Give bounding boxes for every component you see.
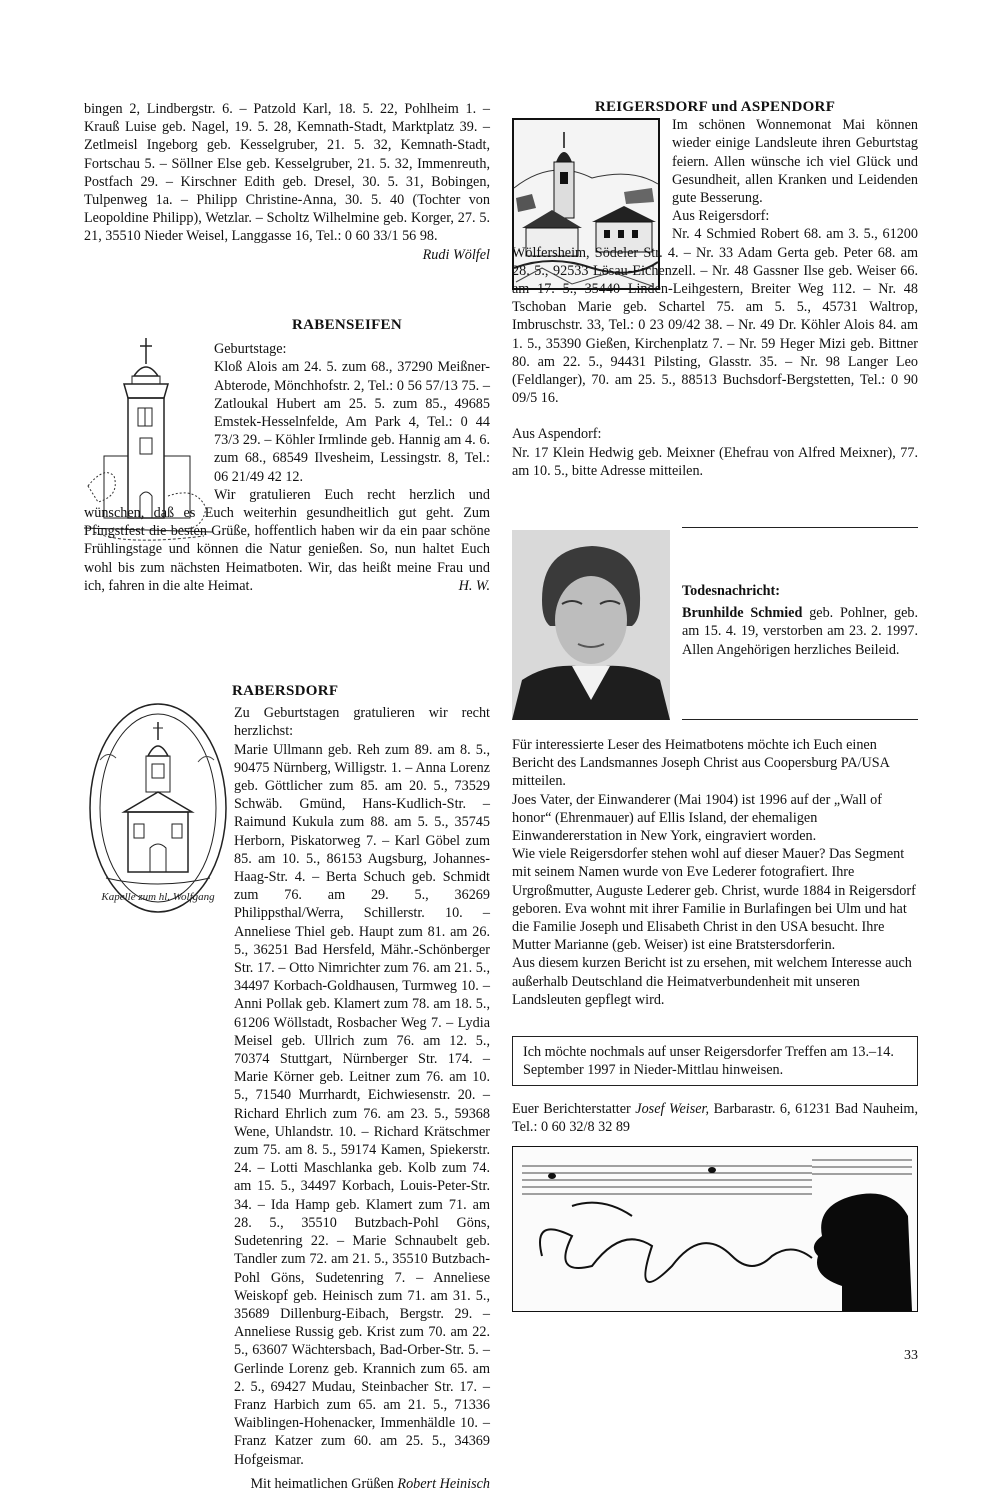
rabersdorf-section xyxy=(84,682,490,1493)
music-signature-silhouette-image xyxy=(512,1146,918,1312)
obituary-text: geb. Pohlner, geb. am 15. 4. 19, verstorben am 23. 2. 1997. Allen Angehörigen herzliches Beileid. xyxy=(682,605,919,658)
from-aspendorf-label: Aus Aspendorf: xyxy=(512,426,602,443)
from-reigersdorf-label: Aus Reigersdorf: xyxy=(672,208,770,225)
obituary-heading: Todesnachricht: xyxy=(682,583,781,599)
signature-hw: H. W. xyxy=(458,577,490,594)
reigersdorf-intro: Im schönen Wonnemonat Mai können wieder einige Landsleute ihren Geburtstag feiern. Allen wünsche ich viel Glück und Gesundheit, allen Kranken und Leidenden gute Besserung. xyxy=(672,117,918,207)
divider-top xyxy=(682,527,918,528)
rabenseifen-intro: Geburtstage: xyxy=(214,341,287,358)
left-top-text: bingen 2, Lindbergstr. 6. – Patzold Karl, 18. 5. 22, Pohlheim 1. – Krauß Luise geb. Nagel, 19. 5. 28, Kemnath-Stadt, Marktplatz 39. – Zetlmeisl Ingeborg geb. Kesselgruber, 21. 5. 32, Kemnath-Stadt, Fortschau 5. – Söllner Else geb. Kesselgruber, 21. 5. 32, Immenreuth, Postfach 29. – Kirschner Edith geb. Dresel, 30. 5. 31, Bobingen, Tulpenweg 1a. – Philipp Christine-Anna, 30. 5. 40 (Tochter von Leopoldine Philipp), Wetzlar. – Scholtz Wilhelmine geb. Korger, 27. 5. 21, 35510 Nieder Weisel, Langgasse 16, Tel.: 0 60 33/1 56 98. xyxy=(84,101,490,245)
signature-rudi-woelfel: Rudi Wölfel xyxy=(422,246,490,263)
reigersdorf-birthdays: Nr. 4 Schmied Robert 68. am 3. 5., 61200 Wölfersheim, Södeler Str. 4. – Nr. 33 Adam Gerta geb. Peter 68. am 28. 5., 92533 Lösau-Eichenzell. – Nr. 48 Gassner Ilse geb. Weiser 66. am 17. 5., 35440 Linden-Leihgestern, Breiter Weg 112. – Nr. 48 Tschoban Marie geb. Schartel 75. am 5. 5., 45731 Waltrop, Imbruschstr. 33, Tel.: 0 23 09/42 38. – Nr. 49 Dr. Köhler Alois 84. am 1. 5., 35390 Gießen, Kirchenplatz 7. – Nr. 59 Heger Mizi geb. Bittner 80. am 22. 5., 94431 Pilsting, Glasstr. 35. – Nr. 98 Langer Leo (Feldlanger), 70. am 25. 5., 88513 Buchsdorf-Bergstetten, Tel.: 0 90 09/5 16. xyxy=(512,226,918,407)
rabersdorf-closing: Mit heimatlichen Grüßen xyxy=(250,1475,394,1492)
rabenseifen-greeting: Wir gratulieren Euch recht herzlich und wünschen, daß es Euch weiterhin gesundheitlich gut geht. Zum Pfingstfest die besten Grüße, hoffentlich haben wir da ein paar schöne Frühlingstage und können die Natur genießen. So, nun haltet Euch wohl bis zum nächsten Heimatboten. Wir, das heißt meine Frau und ich, fahren in die alte Heimat. xyxy=(84,486,490,594)
reigersdorf-section xyxy=(512,98,918,480)
obituary-name: Brunhilde Schmied xyxy=(682,605,803,622)
reporter-name: Josef Weiser, xyxy=(635,1101,710,1117)
report-paragraph-1: Für interessierte Leser des Heimatbotens möchte ich Euch einen Bericht des Landsmannes Joseph Christ aus Coopersburg PA/USA mitteilen. xyxy=(512,737,890,790)
divider-bottom xyxy=(682,719,918,720)
report-paragraph-3: Wie viele Reigersdorfer stehen wohl auf dieser Mauer? Das Segment mit seinem Namen wurde von Eve Lederer fotografiert. Ihre Urgroßmutter, Auguste Lederer geb. Christ, wurde 1884 in Reigersdorf geboren. Eva wohnt mit ihrer Familie in Burlafingen bei Ulm und hat die Familie Joseph und Elisabeth Christ in den USA besucht. Ihre Mutter Marianne (geb. Weiser) ist eine Bratstersdorferin. xyxy=(512,846,916,954)
christ-report-section xyxy=(512,736,918,1009)
portrait-photo xyxy=(512,530,670,720)
report-paragraph-2: Joes Vater, der Einwanderer (Mai 1904) ist 1996 auf der „Wall of honor“ (Ehrenmauer) auf Ellis Island, der ehemaligen Einwandererstation in New York, eingraviert worden. xyxy=(512,791,882,845)
page-number: 33 xyxy=(904,1348,918,1363)
aspendorf-birthdays: Nr. 17 Klein Hedwig geb. Meixner (Ehefrau von Alfred Meixner), 77. am 10. 5., bitte Adresse mitteilen. xyxy=(512,444,918,479)
notice-text: Ich möchte nochmals auf unser Reigersdorfer Treffen am 13.–14. September 1997 in Nieder-Mittlau hinweisen. xyxy=(523,1044,894,1079)
reporter-section xyxy=(512,1100,918,1136)
reporter-address: Barbarastr. 6, 61231 Bad Nauheim, Tel.: 0 60 32/8 32 89 xyxy=(512,1101,919,1136)
left-top-section xyxy=(84,100,490,264)
signature-robert-heinisch: Robert Heinisch xyxy=(397,1475,490,1492)
notice-box xyxy=(512,1036,918,1086)
rabersdorf-heading: RABERSDORF xyxy=(232,683,339,699)
rabenseifen-birthdays: Kloß Alois am 24. 5. zum 68., 37290 Meißner-Abterode, Mönchhofstr. 2, Tel.: 0 56 57/13 75. – Zatloukal Hubert am 25. 5. zum 85., 49685 Emstek-Hesselnfelde, Am Park 4, Tel.: 0 44 73/3 29. – Köhler Irmlinde geb. Hannig am 4. 6. zum 68., 68549 Ilvesheim, Lessingstr. 8, Tel.: 06 21/49 42 12. xyxy=(214,359,490,485)
reigersdorf-heading: REIGERSDORF und ASPENDORF xyxy=(594,99,836,115)
obituary-section xyxy=(682,582,918,659)
report-paragraph-4: Aus diesem kurzen Bericht ist zu ersehen, mit welchem Interesse auch außerhalb Deutschland die Heimatverbundenheit mit unseren Landsleuten gepflegt wird. xyxy=(512,955,912,1008)
rabenseifen-heading: RABENSEIFEN xyxy=(292,317,402,333)
rabenseifen-section xyxy=(84,316,490,595)
rabersdorf-intro: Zu Geburtstagen gratulieren wir recht herzlichst: xyxy=(234,705,490,740)
rabersdorf-birthdays: Marie Ullmann geb. Reh zum 89. am 8. 5., 90475 Nürnberg, Willigstr. 1. – Anna Lorenz geb. Göttlicher zum 85. am 20. 5., 73529 Schwäb. Gmünd, Hans-Kudlich-Str. – Raimund Kukula zum 88. am 5. 5., 35745 Herborn, Piskatorweg 7. – Karl Göbel zum 85. am 10. 5., 86153 Augsburg, Johannes-Haag-Str. 4. – Berta Schuch geb. Schmidt zum 76. am 29. 5., 36269 Philippsthal/Werra, Schillerstr. 10. – Anneliese Thiel geb. Haupt zum 81. am 26. 5., 36251 Bad Hersfeld, Mähr.-Schönberger Str. 17. – Otto Nimrichter zum 76. am 21. 5., 34497 Korbach-Goldhausen, Turmweg 10. – Anni Pollak geb. Klamert zum 78. am 18. 5., 61206 Wöllstadt, Rosbacher Weg 7. – Lydia Meisel geb. Ullrich zum 76. am 12. 5., 70374 Stuttgart, Nürnberger Str. 174. – Marie Körner geb. Leitner zum 76. am 10. 5., 71540 Murrhardt, Eichwiesenstr. 20. – Richard Ehrlich zum 76. am 23. 5., 59368 Wene, Uhlandstr. 10. – Richard Krätschmer zum 75. am 8. 5., 59174 Kamen, Spiekerstr. 24. – Lotti Maschlanka geb. Kolb zum 74. am 15. 5., 34497 Korbach, Louis-Peter-Str. 34. – Ida Hamp geb. Klamert zum 71. am 28. 5., 35510 Butzbach-Pohl Göns, Sudetenring 22. – Marie Schnaubelt geb. Tandler zum 72. am 21. 5., 35510 Butzbach-Pohl Göns, Sudetenring 7. – Anneliese Weiskopf geb. Heinisch zum 71. am 31. 5., 35689 Dillenburg-Eibach, Bergstr. 29. – Anneliese Russig geb. Krist zum 70. am 22. 5., 63607 Wächtersbach, Bad-Orber-Str. 5. – Gerlinde Lorenz geb. Krannich zum 65. am 2. 5., 69427 Mudau, Steinbacher Str. 17. – Franz Harbich zum 65. am 21. 5., 71336 Waiblingen-Hohenacker, Immenhäldle 10. – Franz Katzer zum 60. am 25. 5., 34369 Hofgeismar. xyxy=(234,741,490,1468)
emblem-caption: Kapelle zum hl. Wolfgang xyxy=(101,891,215,903)
reporter-prefix: Euer Berichterstatter xyxy=(512,1101,631,1117)
